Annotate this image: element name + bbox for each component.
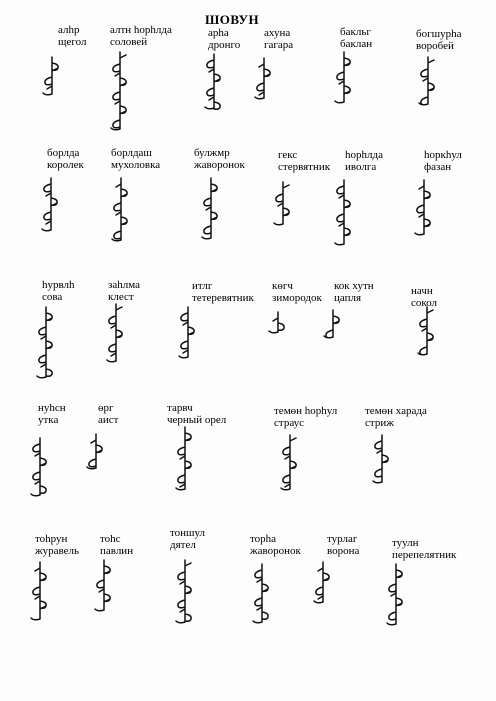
mongolian-script-glyph bbox=[175, 305, 201, 368]
russian-word: страус bbox=[274, 417, 305, 429]
kalmyk-word: булжмр bbox=[194, 147, 230, 159]
russian-word: черный орел bbox=[167, 414, 227, 426]
russian-word: стервятник bbox=[278, 161, 331, 173]
mongolian-script-glyph bbox=[320, 308, 346, 348]
kalmyk-word: кок хутн bbox=[334, 280, 374, 292]
kalmyk-word: темөн һорһул bbox=[274, 405, 338, 417]
mongolian-script-glyph bbox=[83, 432, 109, 479]
russian-word: гагара bbox=[264, 39, 294, 51]
kalmyk-word: торһа bbox=[250, 533, 277, 545]
mongolian-script-glyph bbox=[172, 425, 198, 500]
mongolian-script-glyph bbox=[27, 436, 53, 506]
mongolian-script-glyph bbox=[91, 558, 117, 621]
kalmyk-word: гекс bbox=[278, 149, 298, 161]
kalmyk-word: көгч bbox=[272, 280, 293, 292]
bird-entry bbox=[365, 405, 475, 429]
mongolian-script-glyph bbox=[249, 562, 275, 633]
kalmyk-word: алтн һорһлда bbox=[110, 24, 172, 36]
russian-word: мухоловка bbox=[111, 159, 161, 171]
kalmyk-word: өрг bbox=[98, 402, 114, 414]
russian-word: аист bbox=[98, 414, 119, 426]
russian-word: фазан bbox=[424, 161, 452, 173]
mongolian-script-glyph bbox=[38, 176, 64, 241]
kalmyk-word: тарвч bbox=[167, 402, 193, 414]
kalmyk-word: нуhсн bbox=[38, 402, 66, 414]
russian-word: стриж bbox=[365, 417, 394, 429]
mongolian-script-glyph bbox=[251, 56, 277, 109]
russian-word: ворона bbox=[327, 545, 360, 557]
kalmyk-word: һорһлда bbox=[345, 149, 383, 161]
russian-word: щегол bbox=[58, 36, 87, 48]
mongolian-script-glyph bbox=[331, 178, 357, 255]
kalmyk-word: темөн харада bbox=[365, 405, 427, 417]
mongolian-script-glyph bbox=[265, 310, 291, 343]
kalmyk-word: ахуна bbox=[264, 27, 291, 39]
russian-word: журавель bbox=[35, 545, 79, 557]
kalmyk-word: арһа bbox=[208, 27, 229, 39]
mongolian-script-glyph bbox=[27, 560, 53, 630]
mongolian-script-glyph bbox=[331, 50, 357, 113]
mongolian-script-glyph bbox=[33, 305, 59, 388]
kalmyk-word: тоншул bbox=[170, 527, 206, 539]
kalmyk-word: борлда bbox=[47, 147, 80, 159]
kalmyk-word: һурвлһ bbox=[42, 279, 75, 291]
mongolian-script-glyph bbox=[103, 302, 129, 372]
kalmyk-word: итлг bbox=[192, 280, 213, 292]
mongolian-script-glyph bbox=[277, 433, 303, 500]
kalmyk-word: начн bbox=[411, 285, 433, 297]
mongolian-script-glyph bbox=[415, 55, 441, 115]
mongolian-script-glyph bbox=[39, 55, 65, 105]
russian-word: иволга bbox=[345, 161, 377, 173]
mongolian-script-glyph bbox=[108, 176, 134, 251]
russian-word: тетеревятник bbox=[192, 292, 254, 304]
bird-entry bbox=[416, 28, 496, 52]
kalmyk-word: заһлма bbox=[108, 279, 140, 291]
russian-word: дронго bbox=[208, 39, 241, 51]
russian-word: клест bbox=[108, 291, 134, 303]
kalmyk-word: турлаг bbox=[327, 533, 358, 545]
page-title: ШОВУН bbox=[205, 12, 260, 27]
russian-word: соловей bbox=[110, 36, 148, 48]
mongolian-script-glyph bbox=[414, 305, 440, 365]
mongolian-script-glyph bbox=[411, 178, 437, 245]
kalmyk-word: тоһрун bbox=[35, 533, 68, 545]
russian-word: воробей bbox=[416, 40, 454, 52]
russian-word: дятел bbox=[170, 539, 196, 551]
mongolian-script-glyph bbox=[270, 180, 296, 235]
mongolian-script-glyph bbox=[310, 560, 336, 613]
russian-word: баклан bbox=[340, 38, 373, 50]
kalmyk-word: туулн bbox=[392, 537, 419, 549]
bird-entry bbox=[392, 537, 496, 561]
bird-entry bbox=[110, 24, 220, 48]
russian-word: сова bbox=[42, 291, 63, 303]
kalmyk-word: богшурһа bbox=[416, 28, 462, 40]
mongolian-script-glyph bbox=[201, 52, 227, 119]
russian-word: зимородок bbox=[272, 292, 322, 304]
russian-word: королек bbox=[47, 159, 84, 171]
russian-word: жаворонок bbox=[194, 159, 245, 171]
bird-entry bbox=[167, 402, 277, 426]
kalmyk-word: борлдаш bbox=[111, 147, 152, 159]
mongolian-script-glyph bbox=[107, 50, 133, 140]
russian-word: утка bbox=[38, 414, 59, 426]
kalmyk-word: һоркһул bbox=[424, 149, 462, 161]
mongolian-script-glyph bbox=[369, 433, 395, 493]
mongolian-script-glyph bbox=[198, 176, 224, 249]
russian-word: цапля bbox=[334, 292, 362, 304]
russian-word: перепелятник bbox=[392, 549, 457, 561]
russian-word: сокол bbox=[411, 297, 438, 309]
russian-word: павлин bbox=[100, 545, 134, 557]
russian-word: жаворонок bbox=[250, 545, 301, 557]
bird-entry bbox=[424, 149, 496, 173]
kalmyk-word: тоhс bbox=[100, 533, 121, 545]
kalmyk-word: бакльг bbox=[340, 26, 371, 38]
kalmyk-word: алһр bbox=[58, 24, 80, 36]
mongolian-script-glyph bbox=[383, 562, 409, 635]
mongolian-script-glyph bbox=[172, 558, 198, 633]
